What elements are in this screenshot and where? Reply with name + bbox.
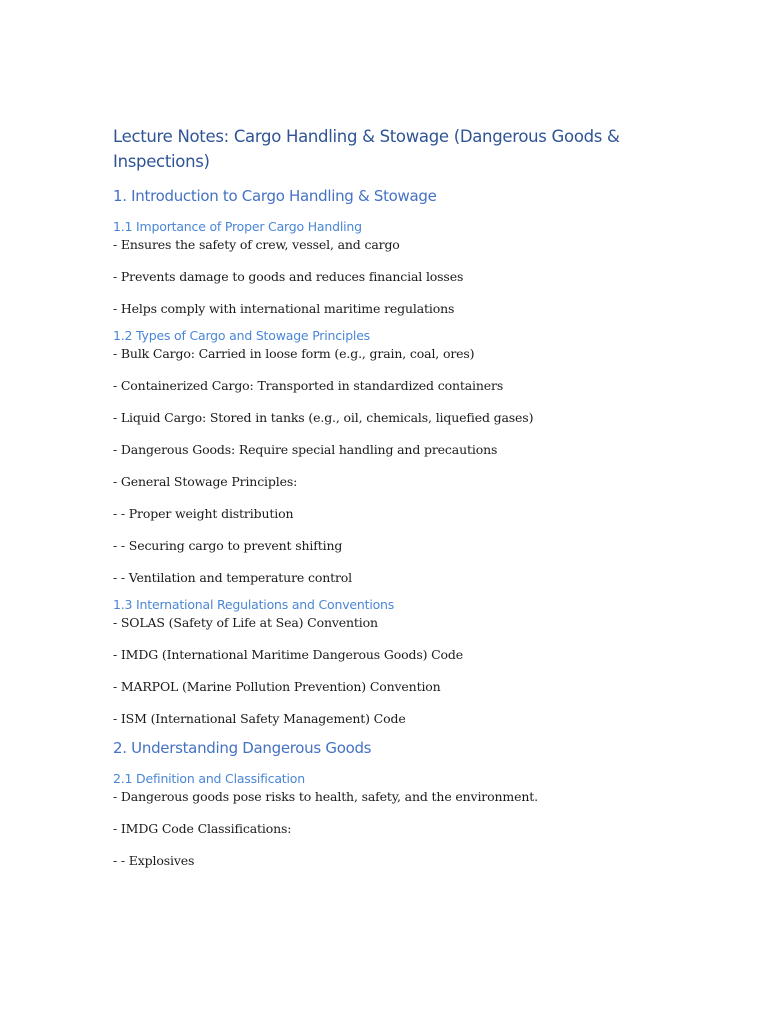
list-item: - IMDG (International Maritime Dangerous Goods) Code (113, 647, 464, 662)
list-item: - Ensures the safety of crew, vessel, and cargo (113, 237, 400, 252)
list-item: - MARPOL (Marine Pollution Prevention) Convention (113, 679, 441, 694)
list-item: - Prevents damage to goods and reduces financial losses (113, 269, 464, 284)
document-title: Lecture Notes: Cargo Handling & Stowage (Dangerous Goods & Inspections) (113, 127, 620, 171)
document-body (113, 124, 673, 879)
subsection-heading-2-1: 2.1 Definition and Classification (113, 771, 305, 786)
list-item: - General Stowage Principles: (113, 474, 298, 489)
section-heading-2: 2. Understanding Dangerous Goods (113, 739, 372, 757)
list-item: - Helps comply with international maritime regulations (113, 301, 455, 316)
list-item: - - Ventilation and temperature control (113, 570, 353, 585)
list-item: - Dangerous goods pose risks to health, safety, and the environment. (113, 789, 538, 804)
list-item: - - Proper weight distribution (113, 506, 294, 521)
list-item: - Bulk Cargo: Carried in loose form (e.g., grain, coal, ores) (113, 346, 475, 361)
subsection-heading-1-3: 1.3 International Regulations and Conventions (113, 597, 395, 612)
list-item: - Liquid Cargo: Stored in tanks (e.g., oil, chemicals, liquefied gases) (113, 410, 534, 425)
list-item: - ISM (International Safety Management) Code (113, 711, 406, 726)
list-item: - Containerized Cargo: Transported in standardized containers (113, 378, 504, 393)
section-heading-1: 1. Introduction to Cargo Handling & Stowage (113, 187, 437, 205)
list-item: - SOLAS (Safety of Life at Sea) Convention (113, 615, 378, 630)
list-item: - - Securing cargo to prevent shifting (113, 538, 343, 553)
list-item: - IMDG Code Classifications: (113, 821, 292, 836)
list-item: - Dangerous Goods: Require special handling and precautions (113, 442, 498, 457)
subsection-heading-1-2: 1.2 Types of Cargo and Stowage Principles (113, 328, 370, 343)
list-item: - - Explosives (113, 853, 195, 868)
subsection-heading-1-1: 1.1 Importance of Proper Cargo Handling (113, 219, 362, 234)
